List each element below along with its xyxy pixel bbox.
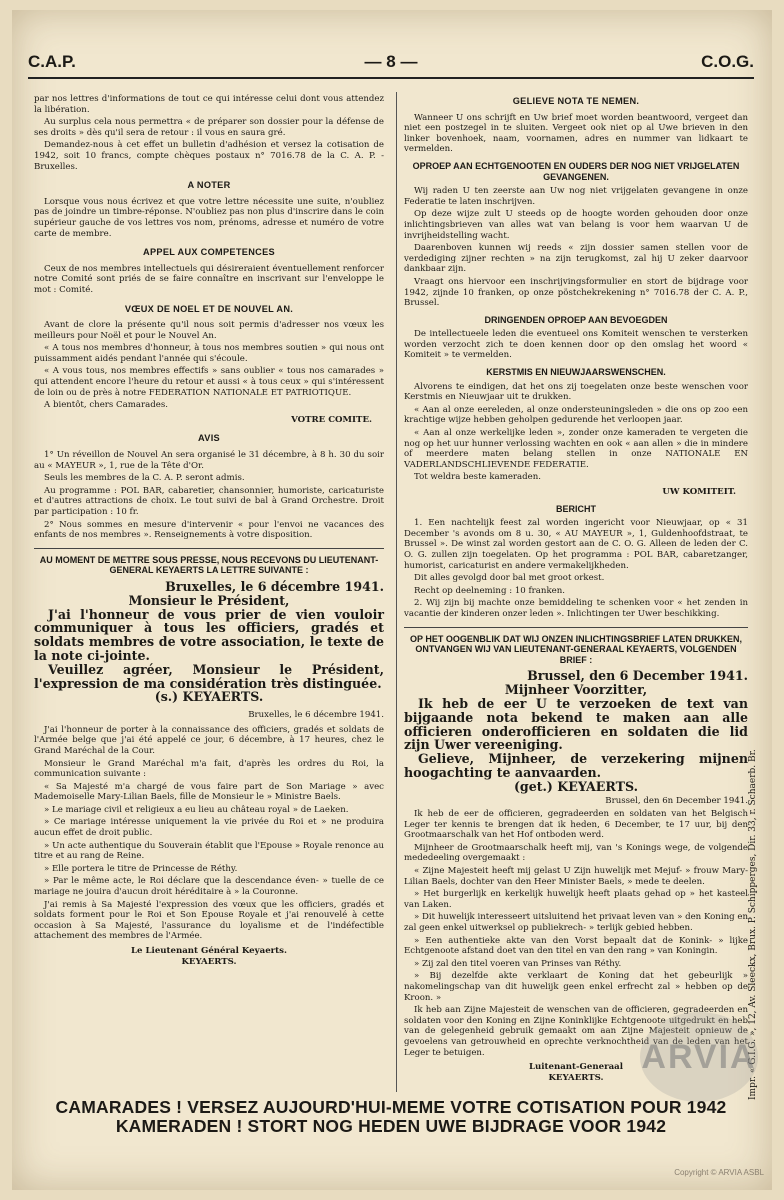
column-divider bbox=[396, 92, 397, 1092]
paragraph: » Par le même acte, le Roi déclare que la descendance éven- » tuelle de ce mariage ne jouira d'aucun droit héréditaire à » la Couronne. bbox=[34, 876, 384, 898]
archive-stamp: ARVIA bbox=[640, 1012, 758, 1102]
paragraph: A bientôt, chers Camarades. bbox=[44, 400, 168, 411]
signature: UW KOMITEIT. bbox=[662, 487, 736, 497]
paragraph: » Bij dezelfde akte verklaart de Koning dat het gebeurlijk » nakomelingschap van dit huwelijk geen enkel erfrecht zal » hebben op de Kroon. » bbox=[404, 971, 748, 1003]
signature: VOTRE COMITE. bbox=[291, 414, 372, 425]
paragraph: » Un acte authentique du Souverain établit que l'Epouse » Royale renonce au titre et au rang de Reine. bbox=[34, 840, 384, 862]
paragraph: Seuls les membres de la C. A. P. seront admis. bbox=[44, 473, 245, 484]
paragraph: Alvorens te eindigen, dat het ons zij toegelaten onze beste wenschen voor Kerstmis en Nieuwjaar uit te drukken. bbox=[404, 381, 748, 403]
nota2-signature-name: KEYAERTS. bbox=[548, 1072, 604, 1083]
section-title-noter: A NOTER bbox=[187, 180, 231, 191]
paragraph: Mijnheer de Grootmaarschalk heeft mij, van 's Konings wege, de volgende mededeeling overgemaakt : bbox=[404, 842, 748, 864]
paragraph: Daarenboven kunnen wij reeds « zijn dossier samen stellen voor de verdediging zijner rechten » na zijn terugkomst, zal hij U zeker daarvoor dankbaar zijn. bbox=[404, 243, 748, 275]
paragraph: Demandez-nous à cet effet un bulletin d'adhésion et versez la cotisation de 1942, soit 10 francs, compte chèques postaux n° 7016.78 de la C. A. P. - Bruxelles. bbox=[34, 140, 384, 172]
paragraph: J'ai remis à Sa Majesté l'expression des vœux que les officiers, gradés et soldats forment pour le Roi et Son Epouse Royale et j'ai renouvelé à cette occasion à Sa Majesté, l'assurance du loyalisme et de l'indéfectible attachement des membres de l'Armée. bbox=[34, 899, 384, 942]
brief-body: Ik heb de eer U te verzoeken de text van bijgaande nota bekend te maken aan alle officieren onderofficieren en soldaten die lid zijn Uwer vereeniging. bbox=[404, 695, 748, 753]
letter-date: Bruxelles, le 6 décembre 1941. bbox=[165, 578, 384, 594]
paragraph: « Sa Majesté m'a chargé de vous faire part de Son Mariage » avec Mademoiselle Mary-Lilian Baels, fille de Monsieur le » Ministre Baels. bbox=[34, 781, 384, 803]
paragraph: par nos lettres d'informations de tout ce qui intéresse celui dont vous attendez la libération. bbox=[34, 94, 384, 115]
dutch-column bbox=[404, 94, 748, 1089]
letter-close: Veuillez agréer, Monsieur le Président, l'expression de ma considération très distinguée. bbox=[34, 661, 384, 691]
paragraph: « Aan al onze eereleden, al onze ondersteuningsleden » die ons op zoo een krachtige wijze hebben geholpen gedurende het verloopen jaar. bbox=[404, 404, 748, 426]
copyright-notice: Copyright © ARVIA ASBL bbox=[674, 1168, 764, 1177]
brief-signature: (get.) KEYAERTS. bbox=[513, 778, 639, 794]
paragraph: Lorsque vous nous écrivez et que votre lettre nécessite une suite, n'oubliez pas de joindre un timbre-réponse. N'oubliez pas non plus d'inscrire dans le coin supérieur gauche de vos lettres vos nom, prénoms, adresse et numéro de votre carte de membre. bbox=[34, 196, 384, 239]
header-left: C.A.P. bbox=[28, 52, 76, 71]
paragraph: Au surplus cela nous permettra « de préparer son dossier pour la défense de ses droits » dès qu'il sera de retour : il vous en saura gré. bbox=[34, 117, 384, 138]
section-title-nota: GELIEVE NOTA TE NEMEN. bbox=[512, 96, 640, 106]
paragraph: Monsieur le Grand Maréchal m'a fait, d'après les ordres du Roi, la communication suivante : bbox=[34, 758, 384, 780]
section-title-bericht: BERICHT bbox=[556, 503, 596, 514]
page-number: — 8 — bbox=[364, 52, 418, 71]
section-title-moment: AU MOMENT DE METTRE SOUS PRESSE, NOUS RECEVONS DU LIEUTENANT-GENERAL KEYAERTS LA LETTRE SUIVANTE : bbox=[39, 554, 379, 576]
banner-dutch: KAMERADEN ! STORT NOG HEDEN UWE BIJDRAGE VOOR 1942 bbox=[115, 1116, 667, 1136]
paragraph: 1. Een nachtelijk feest zal worden ingericht voor Nieuwjaar, op « 31 December 's avonds om 8 u. 30, « AU MAYEUR », 1, Guldenhoofdstraat, te Brussel ». De winst zal worden gestort aan de C. O. G. Alleen de leden der C. O. G. zullen zijn toegelaten. Op het programma : POL BAR, cabaretzanger, humorist, caricaturist en andere vermakelijkheden. bbox=[404, 518, 748, 571]
section-title-kerst: KERSTMIS EN NIEUWJAARSWENSCHEN. bbox=[486, 367, 666, 378]
paragraph: Au programme : POL BAR, cabaretier, chansonnier, humoriste, caricaturiste et d'autres attractions de choix. Le tout suivi de bal à Grand Orchestre. Droit par participation : 10 fr. bbox=[34, 485, 384, 517]
paragraph: » Zij zal den titel voeren van Prinses van Réthy. bbox=[414, 958, 622, 969]
paragraph: Vraagt ons hiervoor een inschrijvingsformulier en stort de bijdrage voor 1942, zijnde 10 franken, op onze pöstchekrekening n° 7016.78 der C. A. P., Brussel. bbox=[404, 276, 748, 309]
section-title-voeux: VŒUX DE NOEL ET DE NOUVEL AN. bbox=[124, 303, 294, 314]
printer-imprint: Impr. « G.I.G. », 12, Av. Sleeckx, Brux. P. Schipperges, Dir. 33, r. Schaerb. Br. bbox=[748, 749, 758, 1100]
header-right: C.O.G. bbox=[701, 52, 754, 71]
section-title-dringend: DRINGENDEN OPROEP AAN BEVOEGDEN bbox=[484, 314, 668, 325]
paragraph: 2° Nous sommes en mesure d'intervenir « pour l'envoi ne vacances des enfants de nos membres ». Renseignements à votre disposition. bbox=[34, 519, 384, 541]
page-header bbox=[28, 52, 754, 76]
paragraph: Ik heb de eer de officieren, gegradeerden en soldaten van het Belgisch Leger ter kennis te brengen dat ik heden, 6 December, te 17 uur, bij den Grootmaarschalk van het Hof ontboden werd. bbox=[404, 809, 748, 841]
paragraph: Wanneer U ons schrijft en Uw brief moet worden beantwoord, vergeet dan niet een postzegel in te sluiten. Vergeet ook niet op al Uwe brieven in den linker bovenhoek, naam, voornamen, adres en nummer van lidkaart te vermelden. bbox=[404, 112, 748, 155]
paragraph: » Het burgerlijk en kerkelijk huwelijk heeft plaats gehad op » het kasteel van Laken. bbox=[404, 889, 748, 910]
header-rule bbox=[28, 77, 754, 79]
note-signature-name: KEYAERTS. bbox=[181, 956, 237, 967]
brief-salutation: Mijnheer Voorzitter, bbox=[504, 682, 648, 698]
letter-signature: (s.) KEYAERTS. bbox=[154, 689, 264, 705]
paragraph: Ceux de nos membres intellectuels qui désireraient éventuellement renforcer notre Comité sont priés de se faire connaître en inscrivant sur l'enveloppe le mot : Comité. bbox=[34, 263, 384, 295]
paragraph: « Zijne Majesteit heeft mij gelast U Zijn huwelijk met Mejuf- » frouw Mary-Lilian Baels, dochter van den Heer Minister Baels, » mede te deelen. bbox=[404, 866, 748, 887]
paragraph: » Elle portera le titre de Princesse de Réthy. bbox=[44, 863, 238, 874]
section-title-avis: AVIS bbox=[198, 433, 220, 444]
paragraph: » Dit huwelijk interesseert uitsluitend het privaat leven van » den Koning en zal geen enkel uitwerksel op publiekrech- » terlijk gebied hebben. bbox=[404, 912, 748, 934]
section-rule bbox=[404, 627, 748, 628]
french-column bbox=[34, 94, 384, 973]
paragraph: J'ai l'honneur de porter à la connaissance des officiers, gradés et soldats de l'Armée belge que j'ai été appelé ce jour, 6 décembre, à 17 heures, chez le Grand Maréchal de la Cour. bbox=[34, 724, 384, 756]
paragraph: « Aan al onze werkelijke leden », zonder onze kameraden te vergeten die nog op het uur hunner verlossing wachten en ook « aan allen » die in mindere of meerdere maten belang stellen in onze NATIONALE EN VADERLANDSCHLIEVENDE FEDERATIE. bbox=[404, 428, 748, 470]
paragraph: » Een authentieke akte van den Vorst bepaalt dat de Konink- » lijke Echtgenoote afstand doet van den titel en van den rang » van Koningin. bbox=[404, 935, 748, 957]
section-rule bbox=[34, 548, 384, 549]
paragraph: Dit alles gevolgd door bal met groot orkest. bbox=[414, 573, 605, 584]
brief-date: Brussel, den 6 December 1941. bbox=[527, 668, 748, 684]
paragraph: Ik heb aan Zijne Majesteit de wenschen van de officieren, gegradeerden en soldaten voor den Koning en Zijne Koninklijke Echtgenoote uitgedrukt en heb van de gelegenheid gebruik gemaakt om aan Zijne Majesteit opnieuw de gevoelens van getrouwheid en oprechte verknochtheid van de leden van het Leger te betuigen. bbox=[404, 1005, 748, 1058]
paragraph: Avant de clore la présente qu'il nous soit permis d'adresser nos vœux les meilleurs pour Noël et pour le Nouvel An. bbox=[34, 320, 384, 341]
note-date: Bruxelles, le 6 décembre 1941. bbox=[248, 710, 384, 721]
paragraph: 1° Un réveillon de Nouvel An sera organisé le 31 décembre, à 8 h. 30 du soir au « MAYEUR », 1, rue de la Tête d'Or. bbox=[34, 450, 384, 471]
paragraph: » Ce mariage intéresse uniquement la vie privée du Roi et » ne produira aucun effet de droit public. bbox=[34, 817, 384, 839]
note-signature: Le Lieutenant Général Keyaerts. bbox=[131, 946, 287, 957]
section-title-appel: APPEL AUX COMPETENCES bbox=[143, 247, 275, 258]
brief-close: Gelieve, Mijnheer, de verzekering mijnen hoogachting te aanvaarden. bbox=[404, 751, 748, 780]
paragraph: Wij raden U ten zeerste aan Uw nog niet vrijgelaten gevangene in onze Federatie te laten inschrijven. bbox=[404, 186, 748, 207]
nota2-date: Brussel, den 6n December 1941. bbox=[605, 796, 748, 807]
paragraph: De intellectueele leden die eventueel ons Komiteit wenschen te versterken worden verzocht zich te doen kennen door op den omslag het woord « Komiteit » te vermelden. bbox=[404, 329, 748, 361]
section-title-oproep: OPROEP AAN ECHTGENOOTEN EN OUDERS DER NOG NIET VRIJGELATEN GEVANGENEN. bbox=[412, 160, 740, 182]
paragraph: « A vous tous, nos membres effectifs » sans oublier « tous nos camarades » qui attendent encore l'heure du retour et aussi « à tous ceux » qui s'intéressent de loin ou de près à notre FEDERATION NATIONALE ET PATRIOTIQUE. bbox=[34, 366, 384, 398]
nota2-signature: Luitenant-Generaal bbox=[528, 1062, 624, 1073]
paragraph: Recht op deelneming : 10 franken. bbox=[414, 585, 566, 596]
paragraph: » Le mariage civil et religieux a eu lieu au château royal » de Laeken. bbox=[44, 804, 349, 815]
paragraph: Tot weldra beste kameraden. bbox=[414, 472, 541, 483]
section-title-ogenblik: OP HET OOGENBLIK DAT WIJ ONZEN INLICHTINGSBRIEF LATEN DRUKKEN, ONTVANGEN WIJ VAN LIEUTENANT-GENERAAL KEYAERTS, VOLGENDEN BRIEF : bbox=[409, 633, 742, 665]
banner-french: CAMARADES ! VERSEZ AUJOURD'HUI-MEME VOTRE COTISATION POUR 1942 bbox=[55, 1097, 727, 1117]
letter-salutation: Monsieur le Président, bbox=[128, 592, 290, 608]
paragraph: Op deze wijze zult U steeds op de hoogte worden gehouden door onze inlichtingsbrieven van alles wat van belang is voor hem waarvan U de invrijheidstelling wacht. bbox=[404, 209, 748, 241]
paragraph: 2. Wij zijn bij machte onze bemiddeling te schenken voor « het zenden in vacantie der kinderen onzer leden ». Inlichtingen ter Uwer beschikking. bbox=[404, 598, 748, 619]
letter-body: J'ai l'honneur de vous prier de vien vouloir communiquer à tous les officiers, gradés et soldats membres de votre association, le texte de la note ci-jointe. bbox=[34, 606, 384, 663]
bottom-banner bbox=[28, 1098, 754, 1136]
paragraph: « A tous nos membres d'honneur, à tous nos membres soutien » qui nous ont puissamment aidés pendant l'année qui s'écoule. bbox=[34, 343, 384, 364]
